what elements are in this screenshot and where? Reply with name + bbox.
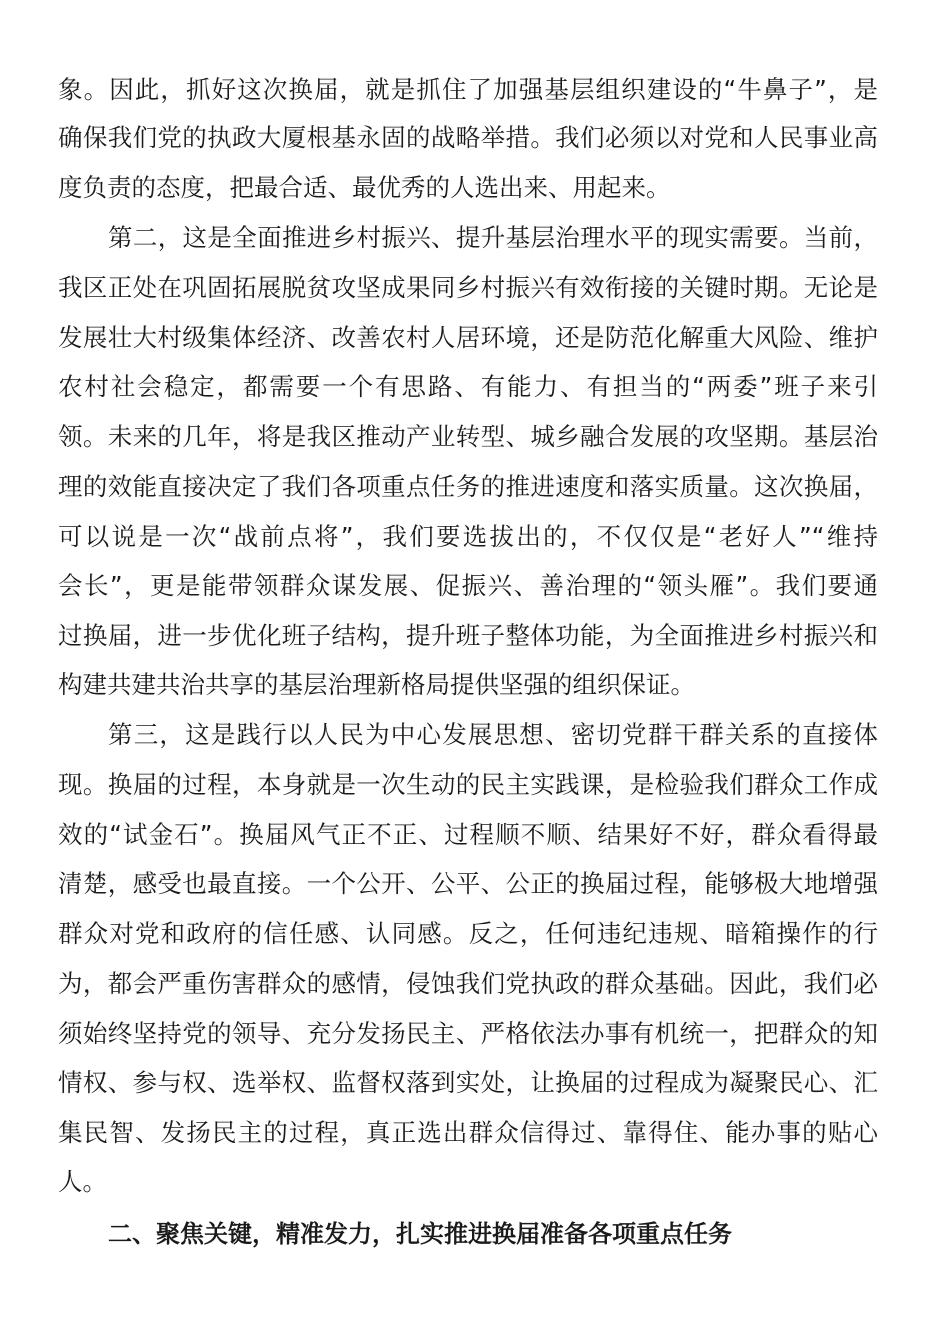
paragraph-3-line-2: 现。换届的过程，本身就是一次生动的民主实践课，是检验我们群众工作成 — [58, 770, 878, 799]
paragraph-3-line-1: 第三，这是践行以人民为中心发展思想、密切党群干群关系的直接体 — [108, 720, 878, 749]
paragraph-1-line-1: 象。因此，抓好这次换届，就是抓住了加强基层组织建设的“牛鼻子”，是 — [58, 75, 878, 104]
paragraph-2-line-5: 领。未来的几年，将是我区推动产业转型、城乡融合发展的攻坚期。基层治 — [58, 422, 878, 451]
paragraph-2-line-7: 可以说是一次“战前点将”，我们要选拔出的，不仅仅是“老好人”“维持 — [58, 522, 878, 551]
section-heading: 二、聚焦关键，精准发力，扎实推进换届准备各项重点任务 — [108, 1219, 732, 1248]
paragraph-3-line-10: 人。 — [58, 1167, 107, 1196]
paragraph-3-line-8: 情权、参与权、选举权、监督权落到实处，让换届的过程成为凝聚民心、汇 — [58, 1068, 878, 1097]
paragraph-3-line-4: 清楚，感受也最直接。一个公开、公平、公正的换届过程，能够极大地增强 — [58, 869, 878, 898]
paragraph-2-line-3: 发展壮大村级集体经济、改善农村人居环境，还是防范化解重大风险、维护 — [58, 323, 878, 352]
paragraph-3-line-9: 集民智、发扬民主的过程，真正选出群众信得过、靠得住、能办事的贴心 — [58, 1118, 878, 1147]
paragraph-3-line-3: 效的“试金石”。换届风气正不正、过程顺不顺、结果好不好，群众看得最 — [58, 820, 878, 849]
paragraph-1-line-3: 度负责的态度，把最合适、最优秀的人选出来、用起来。 — [58, 173, 671, 202]
paragraph-2-line-8: 会长”，更是能带领群众谋发展、促振兴、善治理的“领头雁”。我们要通 — [58, 571, 878, 600]
paragraph-2-line-1: 第二，这是全面推进乡村振兴、提升基层治理水平的现实需要。当前， — [108, 223, 878, 252]
paragraph-2-line-6: 理的效能直接决定了我们各项重点任务的推进速度和落实质量。这次换届， — [58, 472, 878, 501]
paragraph-2-line-4: 农村社会稳定，都需要一个有思路、有能力、有担当的“两委”班子来引 — [58, 372, 878, 401]
paragraph-3-line-6: 为，都会严重伤害群众的感情，侵蚀我们党执政的群众基础。因此，我们必 — [58, 969, 878, 998]
paragraph-1-line-2: 确保我们党的执政大厦根基永固的战略举措。我们必须以对党和人民事业高 — [58, 123, 878, 152]
paragraph-2-line-9: 过换届，进一步优化班子结构，提升班子整体功能，为全面推进乡村振兴和 — [58, 621, 878, 650]
paragraph-2-line-10: 构建共建共治共享的基层治理新格局提供坚强的组织保证。 — [58, 670, 695, 699]
paragraph-3-line-7: 须始终坚持党的领导、充分发扬民主、严格依法办事有机统一，把群众的知 — [58, 1019, 878, 1048]
paragraph-2-line-2: 我区正处在巩固拓展脱贫攻坚成果同乡村振兴有效衔接的关键时期。无论是 — [58, 273, 878, 302]
paragraph-3-line-5: 群众对党和政府的信任感、认同感。反之，任何违纪违规、暗箱操作的行 — [58, 919, 878, 948]
